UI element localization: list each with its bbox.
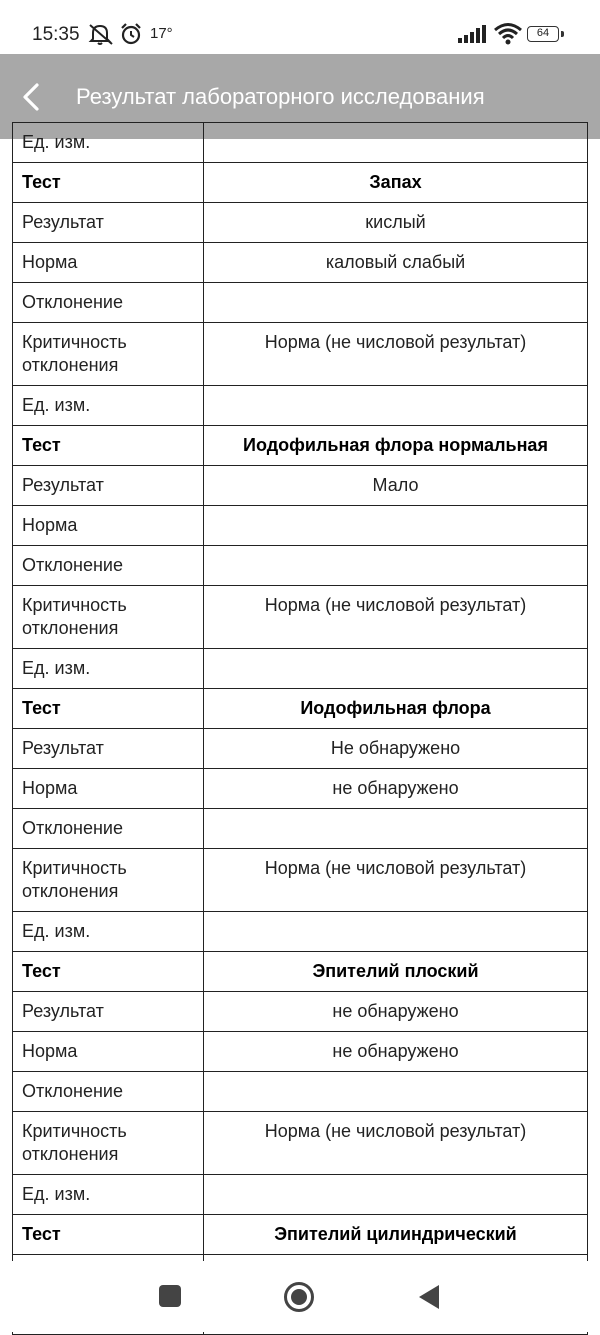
row-label: Норма xyxy=(13,243,204,283)
temperature: 17° xyxy=(150,25,173,42)
battery-icon: 64 xyxy=(527,26,559,42)
table-row xyxy=(13,992,588,1032)
table-row xyxy=(13,912,588,952)
row-label: Норма xyxy=(13,1032,204,1072)
table-row xyxy=(13,1032,588,1072)
table-row xyxy=(13,283,588,323)
norm-value: не обнаружено xyxy=(204,769,588,809)
row-label: Тест xyxy=(13,426,204,466)
row-label: Тест xyxy=(13,689,204,729)
table-row xyxy=(13,729,588,769)
table-row xyxy=(13,849,588,912)
unit-value xyxy=(204,912,588,952)
deviation-value xyxy=(204,1072,588,1112)
criticality-value: Норма (не числовой результат) xyxy=(204,323,588,386)
criticality-value: Норма (не числовой результат) xyxy=(204,849,588,912)
system-nav-bar xyxy=(0,1261,600,1332)
table-row xyxy=(13,809,588,849)
test-row xyxy=(13,163,588,203)
dnd-off-icon xyxy=(88,22,114,46)
result-value: кислый xyxy=(204,203,588,243)
table-row xyxy=(13,386,588,426)
row-label: Норма xyxy=(13,506,204,546)
deviation-value xyxy=(204,546,588,586)
unit-value xyxy=(204,386,588,426)
signal-icon xyxy=(458,25,488,43)
row-label: Критичность отклонения xyxy=(13,586,204,649)
clock: 15:35 xyxy=(32,24,80,45)
test-name: Эпителий цилиндрический xyxy=(204,1215,588,1255)
row-label: Ед. изм. xyxy=(13,123,204,163)
criticality-value: Норма (не числовой результат) xyxy=(204,1112,588,1175)
row-value xyxy=(204,123,588,163)
alarm-icon xyxy=(119,22,143,46)
table-row xyxy=(13,586,588,649)
norm-value: не обнаружено xyxy=(204,1032,588,1072)
row-label: Результат xyxy=(13,466,204,506)
row-label: Результат xyxy=(13,992,204,1032)
table-row xyxy=(13,203,588,243)
table-row xyxy=(13,546,588,586)
test-row xyxy=(13,952,588,992)
criticality-value: Норма (не числовой результат) xyxy=(204,586,588,649)
deviation-value xyxy=(204,283,588,323)
results-scroll-area[interactable] xyxy=(0,132,600,1261)
row-label: Ед. изм. xyxy=(13,386,204,426)
table-row xyxy=(13,506,588,546)
table-row xyxy=(13,1072,588,1112)
norm-value: каловый слабый xyxy=(204,243,588,283)
table-row xyxy=(13,769,588,809)
row-label: Тест xyxy=(13,1215,204,1255)
recents-icon[interactable] xyxy=(159,1285,181,1307)
row-label: Результат xyxy=(13,203,204,243)
table-row xyxy=(13,243,588,283)
test-name: Запах xyxy=(204,163,588,203)
test-name: Иодофильная флора xyxy=(204,689,588,729)
test-row xyxy=(13,426,588,466)
row-label: Тест xyxy=(13,952,204,992)
test-name: Иодофильная флора нормальная xyxy=(204,426,588,466)
lab-results-table xyxy=(12,122,588,1335)
result-value: Мало xyxy=(204,466,588,506)
test-row xyxy=(13,1215,588,1255)
table-row xyxy=(13,123,588,163)
unit-value xyxy=(204,649,588,689)
battery-tip xyxy=(561,31,564,37)
table-row xyxy=(13,649,588,689)
result-value: Не обнаружено xyxy=(204,729,588,769)
row-label: Результат xyxy=(13,729,204,769)
wifi-icon xyxy=(494,23,522,45)
row-label: Ед. изм. xyxy=(13,1175,204,1215)
row-label: Тест xyxy=(13,163,204,203)
back-icon[interactable] xyxy=(417,1283,441,1311)
table-row xyxy=(13,1175,588,1215)
row-label: Критичность отклонения xyxy=(13,1112,204,1175)
table-row xyxy=(13,466,588,506)
table-row xyxy=(13,323,588,386)
row-label: Норма xyxy=(13,769,204,809)
page-title: Результат лабораторного исследования xyxy=(76,84,485,109)
row-label: Отклонение xyxy=(13,1072,204,1112)
home-icon[interactable] xyxy=(283,1281,315,1313)
test-name: Эпителий плоский xyxy=(204,952,588,992)
row-label: Критичность отклонения xyxy=(13,849,204,912)
row-label: Отклонение xyxy=(13,546,204,586)
row-label: Критичность отклонения xyxy=(13,323,204,386)
test-row xyxy=(13,689,588,729)
norm-value xyxy=(204,506,588,546)
row-label: Ед. изм. xyxy=(13,912,204,952)
row-label: Ед. изм. xyxy=(13,649,204,689)
row-label: Отклонение xyxy=(13,283,204,323)
deviation-value xyxy=(204,809,588,849)
result-value: не обнаружено xyxy=(204,992,588,1032)
unit-value xyxy=(204,1175,588,1215)
table-row xyxy=(13,1112,588,1175)
status-bar xyxy=(0,0,600,54)
row-label: Отклонение xyxy=(13,809,204,849)
chevron-left-icon[interactable] xyxy=(20,82,42,112)
